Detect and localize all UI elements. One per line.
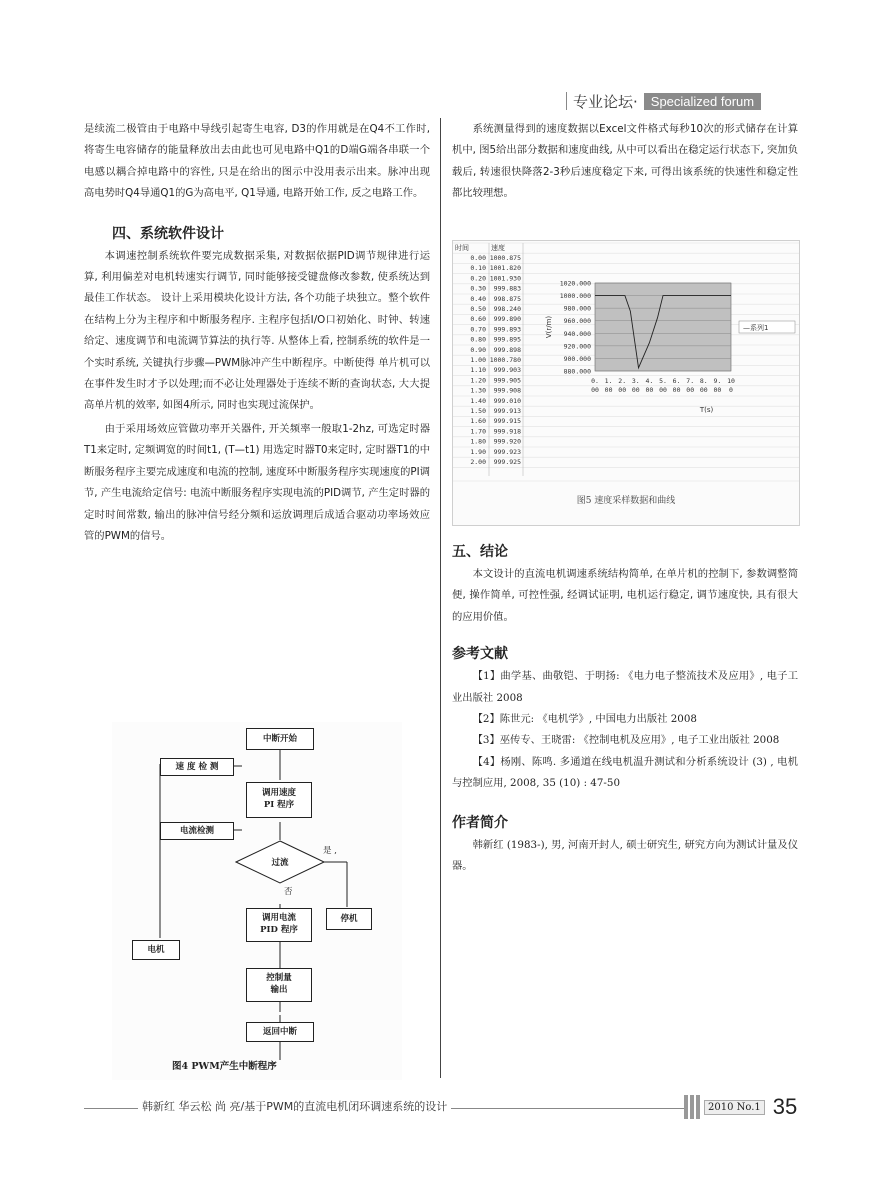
references-heading: 参考文献 (452, 646, 508, 663)
x-tick-label: 10 (727, 377, 735, 385)
x-tick-label: 2. (618, 377, 627, 385)
table-cell-time: 0.70 (470, 325, 486, 334)
table-cell-time: 1.10 (470, 366, 486, 375)
x-tick-label: 6. (672, 377, 681, 385)
table-cell-time: 2.00 (470, 458, 486, 466)
table-cell-speed: 1001.820 (489, 264, 521, 273)
figure-4-flowchart (112, 722, 402, 1080)
figure-5-chart (452, 240, 800, 526)
table-cell-speed: 999.895 (493, 335, 521, 344)
x-tick-label: 4. (645, 377, 654, 385)
section-heading-5: 五、结论 (452, 544, 508, 560)
x-tick-label: 1. (604, 377, 613, 385)
y-tick-label: 1020.000 (559, 279, 591, 288)
flow-start: 中断开始 (246, 728, 314, 750)
table-cell-time: 1.80 (470, 437, 486, 446)
figure-5-caption: 图5 速度采样数据和曲线 (576, 496, 676, 506)
table-cell-time: 1.30 (470, 386, 486, 395)
right-column (452, 119, 798, 205)
paragraph: 是续流二极管由于电路中导线引起寄生电容, D3的作用就是在Q4不工作时, 将寄生电容储存的能量释放出去由此也可见电路中Q1的D端G端各串联一个电感以耦合掉电路中的容性, 只是在给出的图示中没用表示出来。脉冲出现高电势时Q4导通Q1的G为高电平, Q1导通, 电路开始工作, 反之电路工作。 (84, 123, 430, 200)
x-tick-label: 00 (672, 386, 681, 394)
x-tick-label: 00 (604, 386, 613, 394)
flow-return: 返回中断 (246, 1022, 314, 1042)
footer-running-title: 韩新红 华云松 尚 亮/基于PWM的直流电机闭环调速系统的设计 (138, 1098, 451, 1114)
table-cell-time: 1.50 (470, 407, 486, 415)
x-tick-label: 9. (713, 377, 722, 385)
table-cell-time: 0.10 (470, 264, 486, 273)
section-heading-4: 四、系统软件设计 (112, 225, 224, 242)
right-column-lower (452, 540, 798, 877)
x-axis-label: T(s) (699, 406, 714, 414)
section-title-en: Specialized forum (644, 93, 761, 110)
reference-item: 【1】曲学基、曲敬铠、于明扬: 《电力电子整流技术及应用》, 电子工业出版社 2008 (452, 670, 798, 704)
table-cell-time: 0.50 (470, 305, 486, 313)
table-cell-time: 0.60 (470, 315, 486, 324)
table-cell-speed: 998.875 (493, 294, 521, 303)
table-cell-speed: 999.905 (493, 376, 521, 385)
table-cell-speed: 999.883 (493, 284, 521, 293)
table-header: 速度 (491, 244, 505, 252)
y-axis-label: V(r/m) (545, 315, 553, 339)
x-tick-label: 7. (686, 377, 695, 385)
y-tick-label: 960.000 (563, 317, 591, 326)
author-heading: 作者简介 (452, 814, 508, 831)
paragraph: 由于采用场效应管做功率开关器件, 开关频率一般取1-2hz, 可选定时器T1来定时, 定频调宽的时间t1, (T—t1) 用选定时器T0来定时, 定时器T1的中断服务程序主要完成速度和电流的控制, 速度环中断服务程序实现速度的PI调节, 产生电流给定信号: 电流中断服务程序实现电流的PID调节, 产生定时器的定时时间常数, 输出的脉冲信号经分频和运放调理后成适合驱动功率场效应管的PWM的信号。 (84, 422, 430, 542)
table-cell-time: 1.40 (470, 396, 486, 405)
paragraph: 系统测量得到的速度数据以Excel文件格式每秒10次的形式储存在计算机中, 图5给出部分数据和速度曲线, 从中可以看出在稳定运行状态下, 突加负载后, 转速很快降落2-3秒后速度稳定下来, 可得出该系统的快速性和稳定性都比较理想。 (452, 123, 798, 200)
table-cell-time: 0.90 (470, 345, 486, 354)
x-tick-label: 00 (713, 386, 722, 394)
legend-label: —系列1 (743, 324, 769, 332)
table-cell-time: 0.40 (470, 294, 486, 303)
table-cell-speed: 999.920 (493, 437, 521, 446)
flow-speed-pi: 调用速度 PI 程序 (246, 782, 312, 818)
table-cell-time: 1.90 (470, 447, 486, 456)
flow-no-label: 否 (284, 887, 293, 897)
x-tick-label: 00 (631, 386, 640, 394)
table-cell-time: 1.60 (470, 417, 486, 426)
column-divider (440, 118, 441, 1078)
table-cell-speed: 999.923 (493, 447, 521, 456)
footer (84, 1098, 684, 1116)
table-cell-speed: 1000.875 (489, 254, 521, 262)
y-tick-label: 900.000 (563, 354, 591, 363)
page-number-block (684, 1094, 797, 1120)
decor-bar (684, 1095, 688, 1119)
x-tick-label: 00 (659, 386, 667, 394)
flow-current-detect: 电流检测 (160, 822, 234, 840)
figure-4-caption: 图4 PWM产生中断程序 (172, 1061, 277, 1072)
table-cell-time: 0.30 (470, 284, 486, 293)
page-number: 35 (772, 1094, 798, 1119)
x-tick-label: 5. (659, 377, 667, 385)
table-header: 时间 (455, 244, 469, 252)
table-cell-speed: 999.913 (493, 407, 521, 415)
table-cell-time: 1.20 (470, 376, 486, 385)
x-tick-label: 00 (686, 386, 695, 394)
table-cell-speed: 999.010 (493, 396, 521, 405)
reference-item: 【3】巫传专、王晓雷: 《控制电机及应用》, 电子工业出版社 2008 (472, 734, 780, 747)
x-tick-label: 00 (699, 386, 708, 394)
x-tick-label: 00 (645, 386, 654, 394)
flow-control-output: 控制量 输出 (246, 968, 312, 1002)
flow-motor: 电机 (132, 940, 180, 960)
flow-yes-label: 是 , (323, 846, 337, 856)
x-tick-label: 00 (618, 386, 627, 394)
x-tick-label: 0. (591, 377, 599, 385)
table-cell-speed: 999.903 (493, 366, 521, 375)
table-cell-time: 1.70 (470, 427, 486, 436)
y-tick-label: 980.000 (563, 304, 591, 313)
table-cell-speed: 999.898 (493, 345, 521, 354)
table-cell-time: 0.20 (470, 274, 486, 283)
y-tick-label: 880.000 (563, 367, 591, 376)
table-cell-speed: 999.893 (493, 325, 521, 334)
reference-item: 【4】杨刚、陈鸣. 多通道在线电机温升测试和分析系统设计 (3) , 电机与控制应用, 2008, 35 (10) : 47-50 (452, 755, 798, 790)
flow-stop: 停机 (326, 908, 372, 930)
x-tick-label: 0 (729, 386, 733, 394)
flow-speed-detect: 速 度 检 测 (160, 758, 234, 776)
section-header (566, 91, 761, 111)
x-tick-label: 3. (631, 377, 640, 385)
table-cell-time: 1.00 (470, 356, 486, 364)
y-tick-label: 940.000 (563, 329, 591, 338)
chart-svg (453, 241, 799, 525)
divider (566, 92, 567, 110)
left-column (84, 119, 430, 547)
author-bio: 韩新红 (1983-), 男, 河南开封人, 硕士研究生, 研究方向为测试计量及仪器。 (452, 838, 798, 873)
table-cell-speed: 1001.930 (489, 274, 521, 283)
issue-label: 2010 No.1 (704, 1100, 765, 1115)
flow-overcurrent-label: 过流 (271, 858, 289, 868)
table-cell-speed: 999.915 (493, 417, 521, 426)
decor-bar (696, 1095, 700, 1119)
paragraph: 本调速控制系统软件要完成数据采集, 对数据依据PID调节规律进行运算, 利用偏差对电机转速实行调节, 同时能够接受键盘修改参数, 使系统达到最佳工作状态。 设计上采用模块化设计方法, 各个功能子块独立。整个软件在结构上分为主程序和中断服务程序. 主程序包括I/O口初始化、时钟、转速给定、速度调节和电流调节算法的执行等. 从整体上看, 控制系统的软件是一个实时系统, 关键执行步骤—PWM脉冲产生中断程序。中断使得 单片机可以在事件发生时才予以处理;而不必让处理器处于连续不断的查询状态, 大大提高单片机的效率, 如图4所示, 同时也实现过流保护。 (84, 249, 430, 412)
table-cell-speed: 999.908 (493, 386, 521, 395)
decor-bar (690, 1095, 694, 1119)
table-cell-speed: 999.890 (493, 315, 521, 324)
y-tick-label: 1000.000 (559, 292, 591, 301)
reference-item: 【2】陈世元: 《电机学》, 中国电力出版社 2008 (472, 713, 697, 726)
flow-current-pid: 调用电流 PID 程序 (246, 908, 312, 942)
y-tick-label: 920.000 (563, 342, 591, 351)
x-tick-label: 00 (591, 386, 599, 394)
table-cell-time: 0.00 (470, 254, 486, 262)
table-cell-speed: 1000.780 (489, 356, 521, 364)
section-title-cn: 专业论坛· (573, 92, 638, 111)
table-cell-time: 0.80 (470, 335, 486, 344)
table-cell-speed: 999.918 (493, 427, 521, 436)
x-tick-label: 8. (699, 377, 708, 385)
paragraph: 本文设计的直流电机调速系统结构简单, 在单片机的控制下, 参数调整简便, 操作简单, 可控性强, 经调试证明, 电机运行稳定, 调节速度快, 具有很大的应用价值。 (452, 568, 798, 623)
table-cell-speed: 999.925 (493, 458, 521, 466)
table-cell-speed: 998.240 (493, 305, 521, 313)
